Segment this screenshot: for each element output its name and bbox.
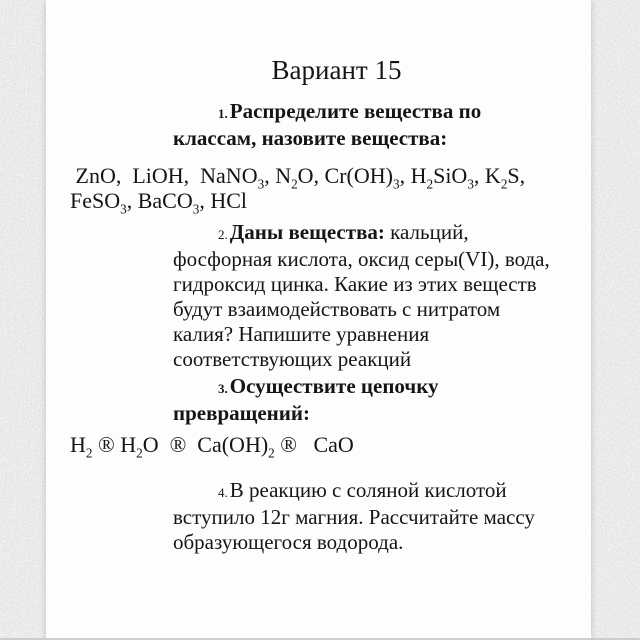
text-line: FeSO$_3$, BaCO$_3$, HCl xyxy=(70,188,247,217)
text-line: будут взаимодействовать с нитратом xyxy=(173,297,501,321)
task-1-classify-substances xyxy=(173,99,573,151)
text-line: калия? Напишите уравнения xyxy=(173,322,430,346)
text-line: классам, назовите вещества: xyxy=(173,126,448,150)
task-3-transformation-chain xyxy=(173,374,573,426)
text-line: 3.Осуществите цепочку xyxy=(218,374,439,398)
text-line: фосфорная кислота, оксид серы(VI), вода, xyxy=(173,247,550,271)
paper-texture-right xyxy=(591,0,640,640)
text-line: Вариант 15 xyxy=(271,55,402,85)
text-line: $H_2$ ® $H_2O$ ® $Ca(OH)_2$ ® CaO xyxy=(70,432,354,461)
item-number: 2. xyxy=(218,227,228,242)
text-line: образующегося водорода. xyxy=(173,530,404,554)
paper-texture-left xyxy=(0,0,46,640)
text-line: ZnO, LiOH, NaNO$_3$, $N_2O$, $Cr(OH)_3$, $H_2SiO_3$, $K_2S$, xyxy=(70,163,526,192)
text-line: гидроксид цинка. Какие из этих веществ xyxy=(173,272,537,296)
worksheet-page xyxy=(46,0,591,640)
substances-formula-list xyxy=(70,163,573,217)
text-line: вступило 12г магния. Рассчитайте массу xyxy=(173,505,535,529)
text-line: соответствующих реакций xyxy=(173,347,412,371)
transformation-chain-equation xyxy=(70,432,573,461)
task-2-given-substances xyxy=(173,220,573,372)
text-line: 2.Даны вещества: кальций, xyxy=(218,220,469,244)
text-line: 1.Распределите вещества по xyxy=(218,99,482,123)
item-number: 1. xyxy=(218,106,228,121)
item-number: 4. xyxy=(218,485,228,500)
text-line: 4.В реакцию с соляной кислотой xyxy=(218,478,507,502)
item-number: 3. xyxy=(218,381,228,396)
worksheet-content xyxy=(46,55,591,555)
task-4-calculation-problem xyxy=(173,478,573,555)
variant-title xyxy=(70,55,573,85)
text-line: превращений: xyxy=(173,401,310,425)
